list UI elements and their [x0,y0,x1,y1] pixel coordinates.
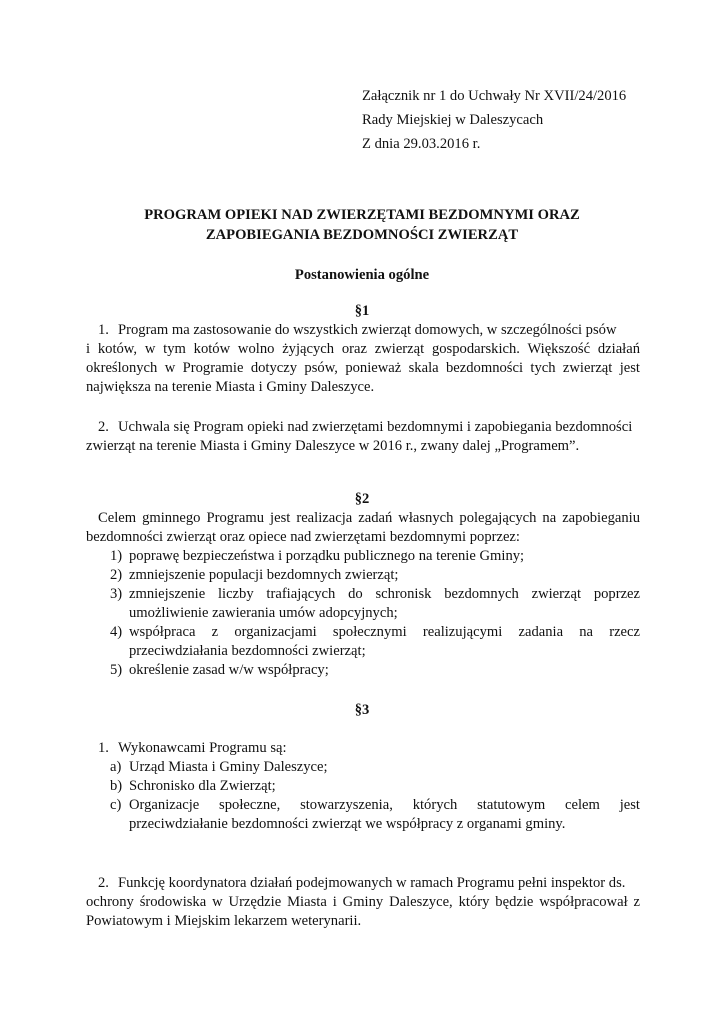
attachment-header-line-3: Z dnia 29.03.2016 r. [362,136,481,152]
attachment-header-line-1: Załącznik nr 1 do Uchwały Nr XVII/24/2016 [362,88,627,104]
s1-point-1-line: określonych w Programie dotyczy psów, ponieważ skala bezdomności tych zwierząt jest [86,360,640,376]
s3-sub-item-text: Urząd Miasta i Gminy Daleszyce; [129,759,328,775]
s2-item-text: zmniejszenie populacji bezdomnych zwierząt; [129,567,399,583]
document-title-line-1: PROGRAM OPIEKI NAD ZWIERZĘTAMI BEZDOMNYMI ORAZ [144,207,580,223]
s3-sub-item-letter: b) [110,778,123,794]
s3-point-1-text: Wykonawcami Programu są: [118,740,287,756]
s2-item-number: 5) [110,662,123,678]
s3-point-2-line: Powiatowym i Miejskim lekarzem weterynarii. [86,913,362,929]
s2-item-number: 3) [110,586,123,602]
s1-point-1-line: największa na terenie Miasta i Gminy Daleszyce. [86,379,375,395]
s3-sub-item-letter: a) [110,759,122,775]
s3-point-2-line: ochrony środowiska w Urzędzie Miasta i Gminy Daleszyce, który będzie współpracował z [86,894,640,910]
s3-sub-item-text: przeciwdziałanie bezdomności zwierząt we współpracy z organami gminy. [129,816,566,832]
s2-intro-line: bezdomności zwierząt oraz opiece nad zwierzętami bezdomnymi poprzez: [86,529,520,545]
s3-point-2-number: 2. [98,875,109,891]
s2-item-number: 1) [110,548,123,564]
s2-item-number: 2) [110,567,123,583]
s2-item-text: współpraca z organizacjami społecznymi realizującymi zadania na rzecz [129,624,640,640]
s1-point-2-line: zwierząt na terenie Miasta i Gminy Daleszyce w 2016 r., zwany dalej „Programem”. [86,438,580,454]
s1-point-1-number: 1. [98,322,109,338]
s3-point-2-line: Funkcję koordynatora działań podejmowanych w ramach Programu pełni inspektor ds. [118,875,626,891]
s1-point-1-line: i kotów, w tym kotów wolno żyjących oraz zwierząt gospodarskich. Większość działań [86,341,640,357]
s2-item-text: określenie zasad w/w współpracy; [129,662,329,678]
s2-item-text: poprawę bezpieczeństwa i porządku publicznego na terenie Gminy; [129,548,525,564]
s3-sub-item-letter: c) [110,797,122,813]
s3-sub-item-text: Organizacje społeczne, stowarzyszenia, których statutowym celem jest [129,797,640,813]
attachment-header-line-2: Rady Miejskiej w Daleszycach [362,112,544,128]
s2-item-text: zmniejszenie liczby trafiających do schronisk bezdomnych zwierząt poprzez [129,586,640,602]
s1-point-2-number: 2. [98,419,109,435]
s1-point-2-line: Uchwala się Program opieki nad zwierzętami bezdomnymi i zapobiegania bezdomności [118,419,633,435]
s2-item-number: 4) [110,624,123,640]
s3-sub-item-text: Schronisko dla Zwierząt; [129,778,276,794]
s1-point-1-line: Program ma zastosowanie do wszystkich zwierząt domowych, w szczególności psów [118,322,617,338]
s2-item-text: umożliwienie zawierania umów adopcyjnych; [129,605,398,621]
paragraph-heading-1: §1 [354,303,370,319]
paragraph-heading-2: §2 [354,491,370,507]
s2-intro-line: Celem gminnego Programu jest realizacja zadań własnych polegających na zapobieganiu [98,510,640,526]
document-title-line-2: ZAPOBIEGANIA BEZDOMNOŚCI ZWIERZĄT [205,227,519,243]
s3-point-1-number: 1. [98,740,109,756]
s2-item-text: przeciwdziałania bezdomności zwierząt; [129,643,366,659]
paragraph-heading-3: §3 [354,702,370,718]
section-subtitle: Postanowienia ogólne [294,267,430,283]
